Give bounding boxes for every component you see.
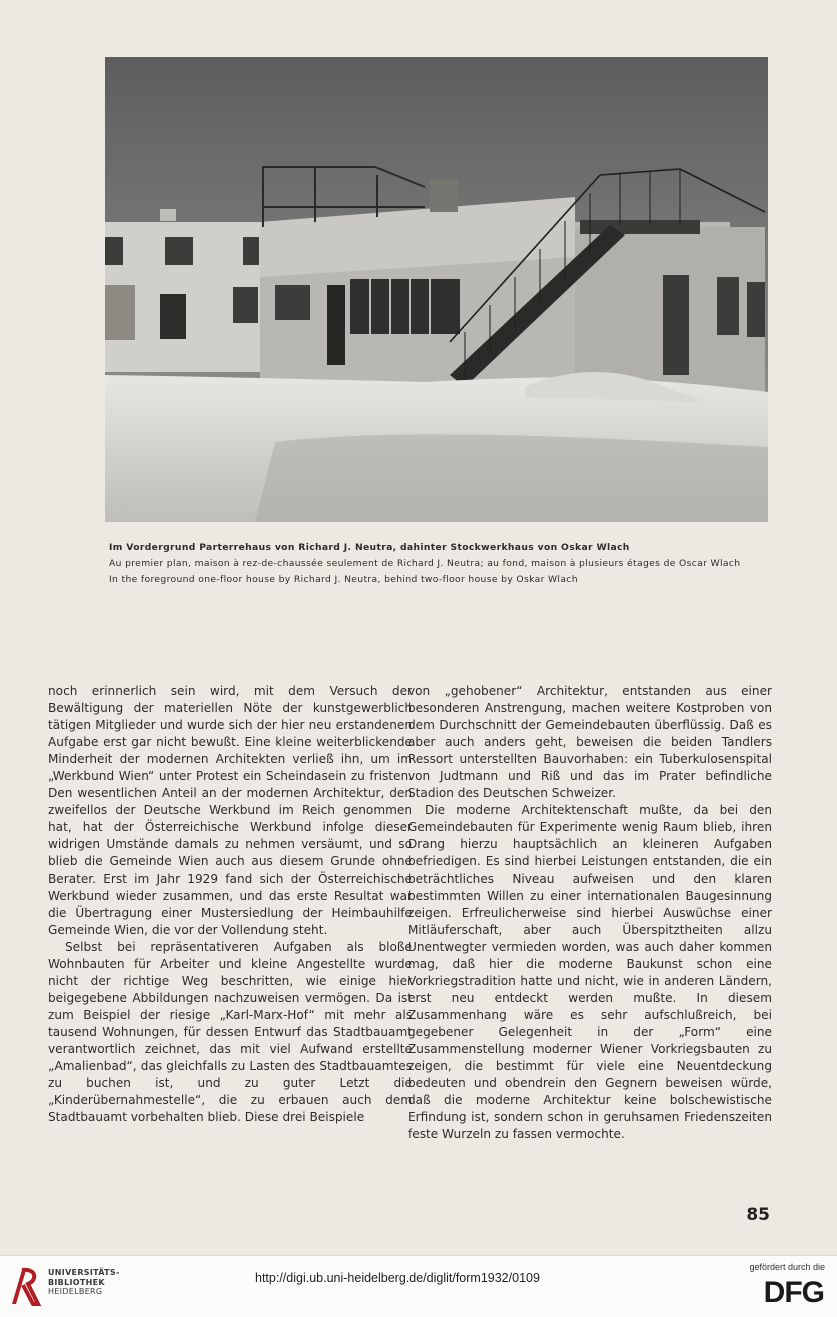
university-library-name (48, 1268, 120, 1297)
funding-note: gefördert durch die (749, 1262, 825, 1272)
dfg-logo: DFG (763, 1276, 824, 1309)
architecture-photograph (105, 57, 768, 522)
photo-captions (109, 540, 771, 588)
caption-german: Im Vordergrund Parterrehaus von Richard J. Neutra, dahinter Stockwerkhaus von Oskar Wlach (109, 542, 630, 553)
left-text-column (48, 683, 412, 1126)
paragraph: von „gehobener“ Architektur, entstanden aus einer besonderen Anstrengung, machen weitere Kostproben von dem Durchschnitt der Gemeindebauten überflüssig. Daß es aber auch anders geht, beweisen die beiden Tandlers Ressort unterstellten Bauvorhaben: ein Tuberkulosenspital von Judtmann und Riß und das im Prater befindliche Stadion des Deutschen Schweizer. (408, 684, 772, 801)
library-line: BIBLIOTHEK (48, 1277, 105, 1287)
library-line: UNIVERSITÄTS- (48, 1268, 120, 1277)
paragraph: Selbst bei repräsentativeren Aufgaben als bloße Wohnbauten für Arbeiter und kleine Angestellte wurde nicht der richtige Weg beschritten, wie einige hier beigegebene Abbildungen nachzuweisen vermögen. Da ist zum Beispiel der riesige „Karl-Marx-Hof“ mit mehr als tausend Wohnungen, für dessen Entwurf das Stadtbauamt verantwortlich zeichnet, das mit viel Aufwand erstellte „Amalienbad“, das gleichfalls zu Lasten des Stadtbauamtes zu buchen ist, und zu guter Letzt die „Kinderübernahmestelle“, die zu erbauen auch dem Stadtbauamt vorbehalten blieb. Diese drei Beispiele (48, 939, 412, 1125)
digital-copy-url[interactable]: http://digi.ub.uni-heidelberg.de/diglit/form1932/0109 (255, 1271, 540, 1285)
page-number: 85 (746, 1205, 770, 1225)
caption-french: Au premier plan, maison à rez-de-chaussée seulement de Richard J. Neutra; au fond, maison à plusieurs étages de Oscar Wlach (109, 558, 741, 569)
right-text-column (408, 683, 772, 1143)
paragraph: noch erinnerlich sein wird, mit dem Versuch der Bewältigung der materiellen Nöte der kunstgewerblich tätigen Mitglieder und wurde sich der hier neu erstandenen Aufgabe erst gar nicht bewußt. Eine kleine weiterblickende Minderheit der modernen Architekten verließ ihn, um im „Werkbund Wien“ unter Protest ein Scheindasein zu fristen. Den wesentlichen Anteil an der modernen Architektur, den zweifellos der Deutsche Werkbund im Reich genommen hat, hat der Österreichische Werkbund infolge dieser widrigen Umstände damals zu nehmen versäumt, und so blieb die Gemeinde Wien auch aus diesem Grunde ohne Berater. Erst im Jahr 1929 fand sich der Österreichische Werkbund wieder zusammen, und das erste Resultat war die Übertragung einer Mustersiedlung der Heimbauhilfe Gemeinde Wien, die vor der Vollendung steht. (48, 684, 412, 937)
library-line: HEIDELBERG (48, 1287, 103, 1296)
digitization-footer (0, 1255, 837, 1317)
university-library-logo-icon (8, 1264, 42, 1312)
caption-english: In the foreground one-floor house by Richard J. Neutra, behind two-floor house by Oskar Wlach (109, 574, 578, 585)
paragraph: Die moderne Architektenschaft mußte, da bei den Gemeindebauten für Experimente wenig Raum blieb, ihren Drang hierzu hauptsächlich an kleineren Aufgaben befriedigen. Es sind hierbei Leistungen entstanden, die ein beträchtliches Niveau aufweisen und den klaren bestimmten Willen zu einer internationalen Baugesinnung zeigen. Erfreulicherweise sind hierbei Auswüchse einer Mitläuferschaft, aber auch Überspitztheiten allzu Unentwegter vermieden worden, was auch daher kommen mag, daß hier die moderne Baukunst schon eine Vorkriegstradition hatte und nicht, wie in anderen Ländern, erst neu entdeckt werden mußte. In diesem Zusammenhang wäre es sehr aufschlußreich, bei gegebener Gelegenheit in der „Form“ eine Zusammenstellung moderner Wiener Vorkriegsbauten zu zeigen, die bestimmt für viele eine Neuentdeckung bedeuten und obendrein den Gegnern beweisen würde, daß die moderne Architektur keine bolschewistische Erfindung ist, sondern schon in geruhsamen Friedenszeiten feste Wurzeln zu fassen vermochte. (408, 803, 772, 1142)
